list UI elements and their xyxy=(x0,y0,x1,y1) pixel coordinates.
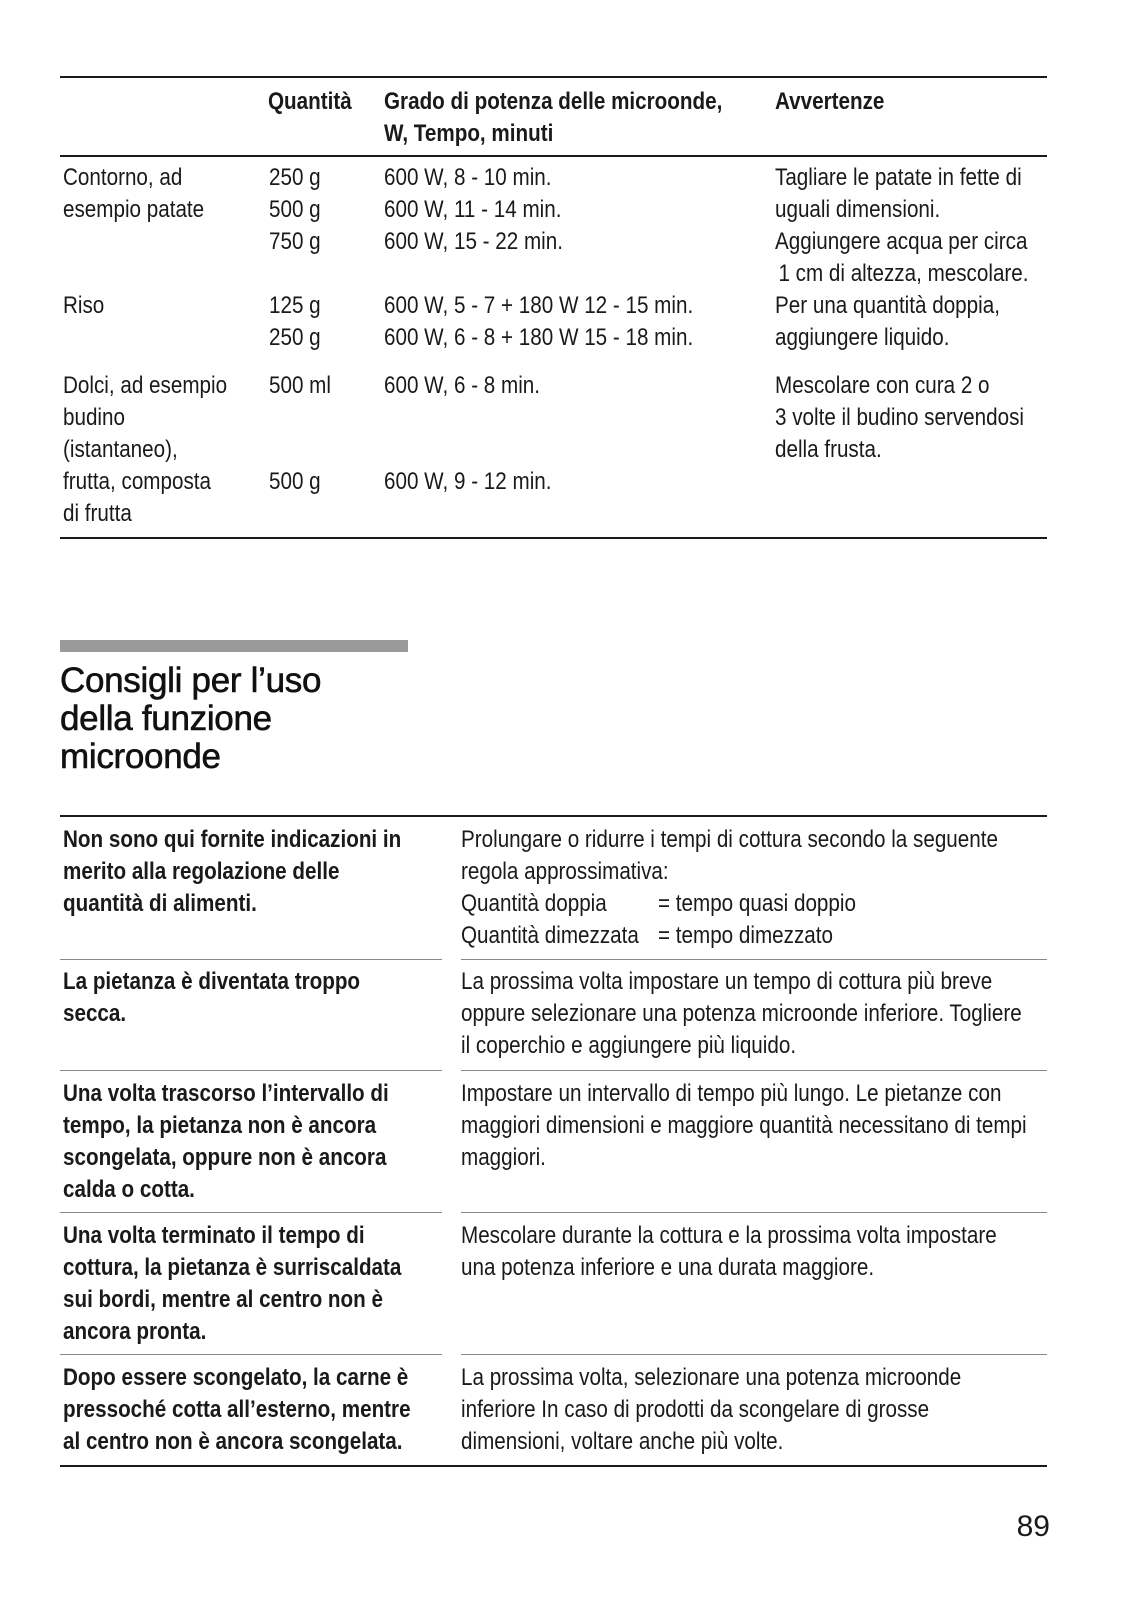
divider xyxy=(60,1212,442,1213)
page-number: 89 xyxy=(1016,1510,1050,1543)
table-header-rule xyxy=(60,155,1047,157)
power-dolci-1: 600 W, 6 - 8 min. xyxy=(384,372,541,399)
quantity-dolci-1: 500 ml xyxy=(269,372,331,399)
quantity-dolci-2: 500 g xyxy=(269,468,321,495)
heading-bar xyxy=(60,640,408,652)
divider xyxy=(60,1070,442,1071)
tip-answer: Impostare un intervallo di tempo più lungo. Le pietanze con maggiori dimensioni e maggiore quantità necessitano di tempi maggiori. xyxy=(461,1080,1027,1171)
rule-label: Quantità dimezzata xyxy=(461,922,639,949)
section-title: Consigli per l’uso della funzione microonde xyxy=(60,661,322,776)
power-dolci-2: 600 W, 9 - 12 min. xyxy=(384,468,552,495)
food-dolci: Dolci, ad esempio budino (istantaneo), frutta, composta di frutta xyxy=(63,372,228,527)
divider xyxy=(60,959,442,960)
rule-label: Quantità doppia xyxy=(461,890,607,917)
tip-answer: Mescolare durante la cottura e la prossima volta impostare una potenza inferiore e una durata maggiore. xyxy=(461,1222,997,1281)
tip-answer: Prolungare o ridurre i tempi di cottura secondo la seguente regola approssimativa: xyxy=(461,826,998,885)
tips-top-rule xyxy=(60,815,1047,817)
tips-bottom-rule xyxy=(60,1465,1047,1467)
rule-value: = tempo dimezzato xyxy=(658,922,833,949)
tip-question: La pietanza è diventata troppo secca. xyxy=(63,968,361,1027)
divider xyxy=(461,1354,1047,1355)
food-riso: Riso xyxy=(63,292,105,319)
food-contorno: Contorno, ad esempio patate xyxy=(63,164,205,223)
divider xyxy=(461,1212,1047,1213)
divider xyxy=(60,1354,442,1355)
header-notes: Avvertenze xyxy=(775,88,885,115)
notes-riso: Per una quantità doppia, aggiungere liquido. xyxy=(775,292,1000,351)
tip-question: Una volta terminato il tempo di cottura, la pietanza è surriscaldata sui bordi, mentre al centro non è ancora pronta. xyxy=(63,1222,402,1345)
tip-question: Dopo essere scongelato, la carne è pressoché cotta all’esterno, mentre al centro non è ancora scongelata. xyxy=(63,1364,411,1455)
power-riso: 600 W, 5 - 7 + 180 W 12 - 15 min. 600 W, 6 - 8 + 180 W 15 - 18 min. xyxy=(384,292,694,351)
header-power: Grado di potenza delle microonde, W, Tempo, minuti xyxy=(384,88,723,147)
quantity-riso: 125 g 250 g xyxy=(269,292,321,351)
divider xyxy=(461,1070,1047,1071)
tip-question: Non sono qui fornite indicazioni in merito alla regolazione delle quantità di alimenti. xyxy=(63,826,402,917)
divider xyxy=(461,959,1047,960)
tip-question: Una volta trascorso l’intervallo di tempo, la pietanza non è ancora scongelata, oppure non è ancora calda o cotta. xyxy=(63,1080,389,1203)
notes-dolci: Mescolare con cura 2 o 3 volte il budino servendosi della frusta. xyxy=(775,372,1024,463)
table-top-rule xyxy=(60,76,1047,78)
header-quantity: Quantità xyxy=(268,88,352,115)
rule-value: = tempo quasi doppio xyxy=(658,890,856,917)
tip-answer: La prossima volta impostare un tempo di cottura più breve oppure selezionare una potenza microonde inferiore. Togliere il coperchio e aggiungere più liquido. xyxy=(461,968,1022,1059)
tip-answer: La prossima volta, selezionare una potenza microonde inferiore In caso di prodotti da scongelare di grosse dimensioni, voltare anche più volte. xyxy=(461,1364,962,1455)
notes-contorno: Tagliare le patate in fette di uguali dimensioni. Aggiungere acqua per circa 1 cm di altezza, mescolare. xyxy=(775,164,1029,287)
power-contorno: 600 W, 8 - 10 min. 600 W, 11 - 14 min. 600 W, 15 - 22 min. xyxy=(384,164,563,255)
table-bottom-rule xyxy=(60,537,1047,539)
quantity-contorno: 250 g 500 g 750 g xyxy=(269,164,321,255)
